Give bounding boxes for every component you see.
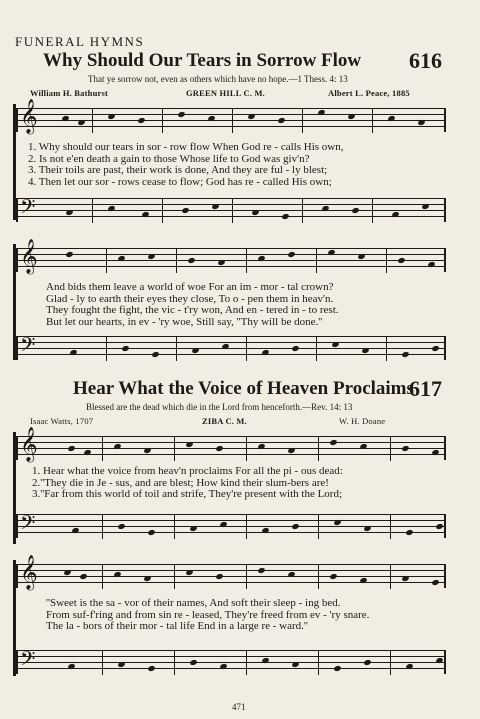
verse-line: And bids them leave a world of woe For an im - mor - tal crown? (46, 281, 334, 293)
treble-staff (16, 427, 446, 462)
treble-clef-icon: 𝄞 (20, 99, 38, 134)
verse-line: From suf-f'ring and from sin re - leased, They're freed from ev - 'ry snare. (46, 608, 370, 621)
hymn-617-number: 617 (409, 376, 442, 401)
bass-staff (16, 647, 446, 675)
hymn-617-scripture: Blessed are the dead which die in the Lord from henceforth.—Rev. 14: 13 (86, 402, 353, 412)
hymn-616-title: Why Should Our Tears in Sorrow Flow (43, 50, 362, 71)
hymn-617-verses-b (46, 598, 369, 633)
treble-clef-icon: 𝄞 (20, 555, 38, 590)
verse-line: ''Sweet is the sa - vor of their names, And soft their sleep - ing bed. (46, 597, 341, 609)
treble-staff (16, 555, 446, 590)
verse-line: 4. Then let our sor - rows cease to flow; God has re - called His own; (28, 175, 332, 188)
section-label: FUNERAL HYMNS (15, 34, 145, 49)
bass-staff (16, 333, 446, 361)
verse-line: 2.''They die in Je - sus, and are blest; How kind their slum-bers are! (32, 476, 329, 489)
hymn-617-composer: W. H. Doane (339, 416, 386, 426)
verse-line: 1. Hear what the voice from heav'n proclaims For all the pi - ous dead: (32, 465, 343, 477)
verse-line: Glad - ly to earth their eyes they close, To o - pen them in heav'n. (46, 292, 334, 305)
hymn-616-number: 616 (409, 48, 442, 73)
hymn-616-author: William H. Bathurst (30, 88, 109, 98)
treble-clef-icon: 𝄞 (20, 239, 38, 274)
hymn-616-scripture: That ye sorrow not, even as others which have no hope.—1 Thess. 4: 13 (88, 74, 348, 84)
hymn-616-tune: GREEN HILL C. M. (186, 88, 266, 98)
bass-clef-icon: 𝄢 (20, 195, 36, 223)
hymn-616-composer: Albert L. Peace, 1885 (328, 88, 410, 98)
hymn-617-verses-a (32, 466, 343, 501)
verse-line: 2. Is not e'en death a gain to those Whose life to God was giv'n? (28, 152, 310, 165)
bass-clef-icon: 𝄢 (20, 511, 36, 539)
verse-line: 1. Why should our tears in sor - row flow When God re - calls His own, (28, 141, 344, 153)
hymn-616-verses-b (46, 282, 339, 328)
hymn-617-tune: ZIBA C. M. (202, 416, 247, 426)
verse-line: 3. Their toils are past, their work is done, And they are ful - ly blest; (28, 164, 328, 177)
hymn-617-title: Hear What the Voice of Heaven Proclaims (73, 378, 414, 399)
bass-staff (16, 511, 446, 539)
treble-staff (16, 99, 446, 134)
treble-clef-icon: 𝄞 (20, 427, 38, 462)
verse-line: But let our hearts, in ev - 'ry woe, Still say, ''Thy will be done.'' (46, 315, 323, 328)
verse-line: 3.''Far from this world of toil and strife, They're present with the Lord; (32, 488, 343, 501)
verse-line: They fought the fight, the vic - t'ry won, And en - tered in - to rest. (46, 304, 339, 317)
bass-clef-icon: 𝄢 (20, 647, 36, 675)
hymn-616-verses-a (28, 142, 343, 188)
bass-staff (16, 195, 446, 223)
hymn-617-author: Isaac Watts, 1707 (30, 416, 94, 426)
page-number: 471 (232, 702, 246, 712)
verse-line: The la - bors of their mor - tal life End in a large re - ward.'' (46, 620, 308, 633)
treble-staff (16, 239, 446, 274)
bass-clef-icon: 𝄢 (20, 333, 36, 361)
